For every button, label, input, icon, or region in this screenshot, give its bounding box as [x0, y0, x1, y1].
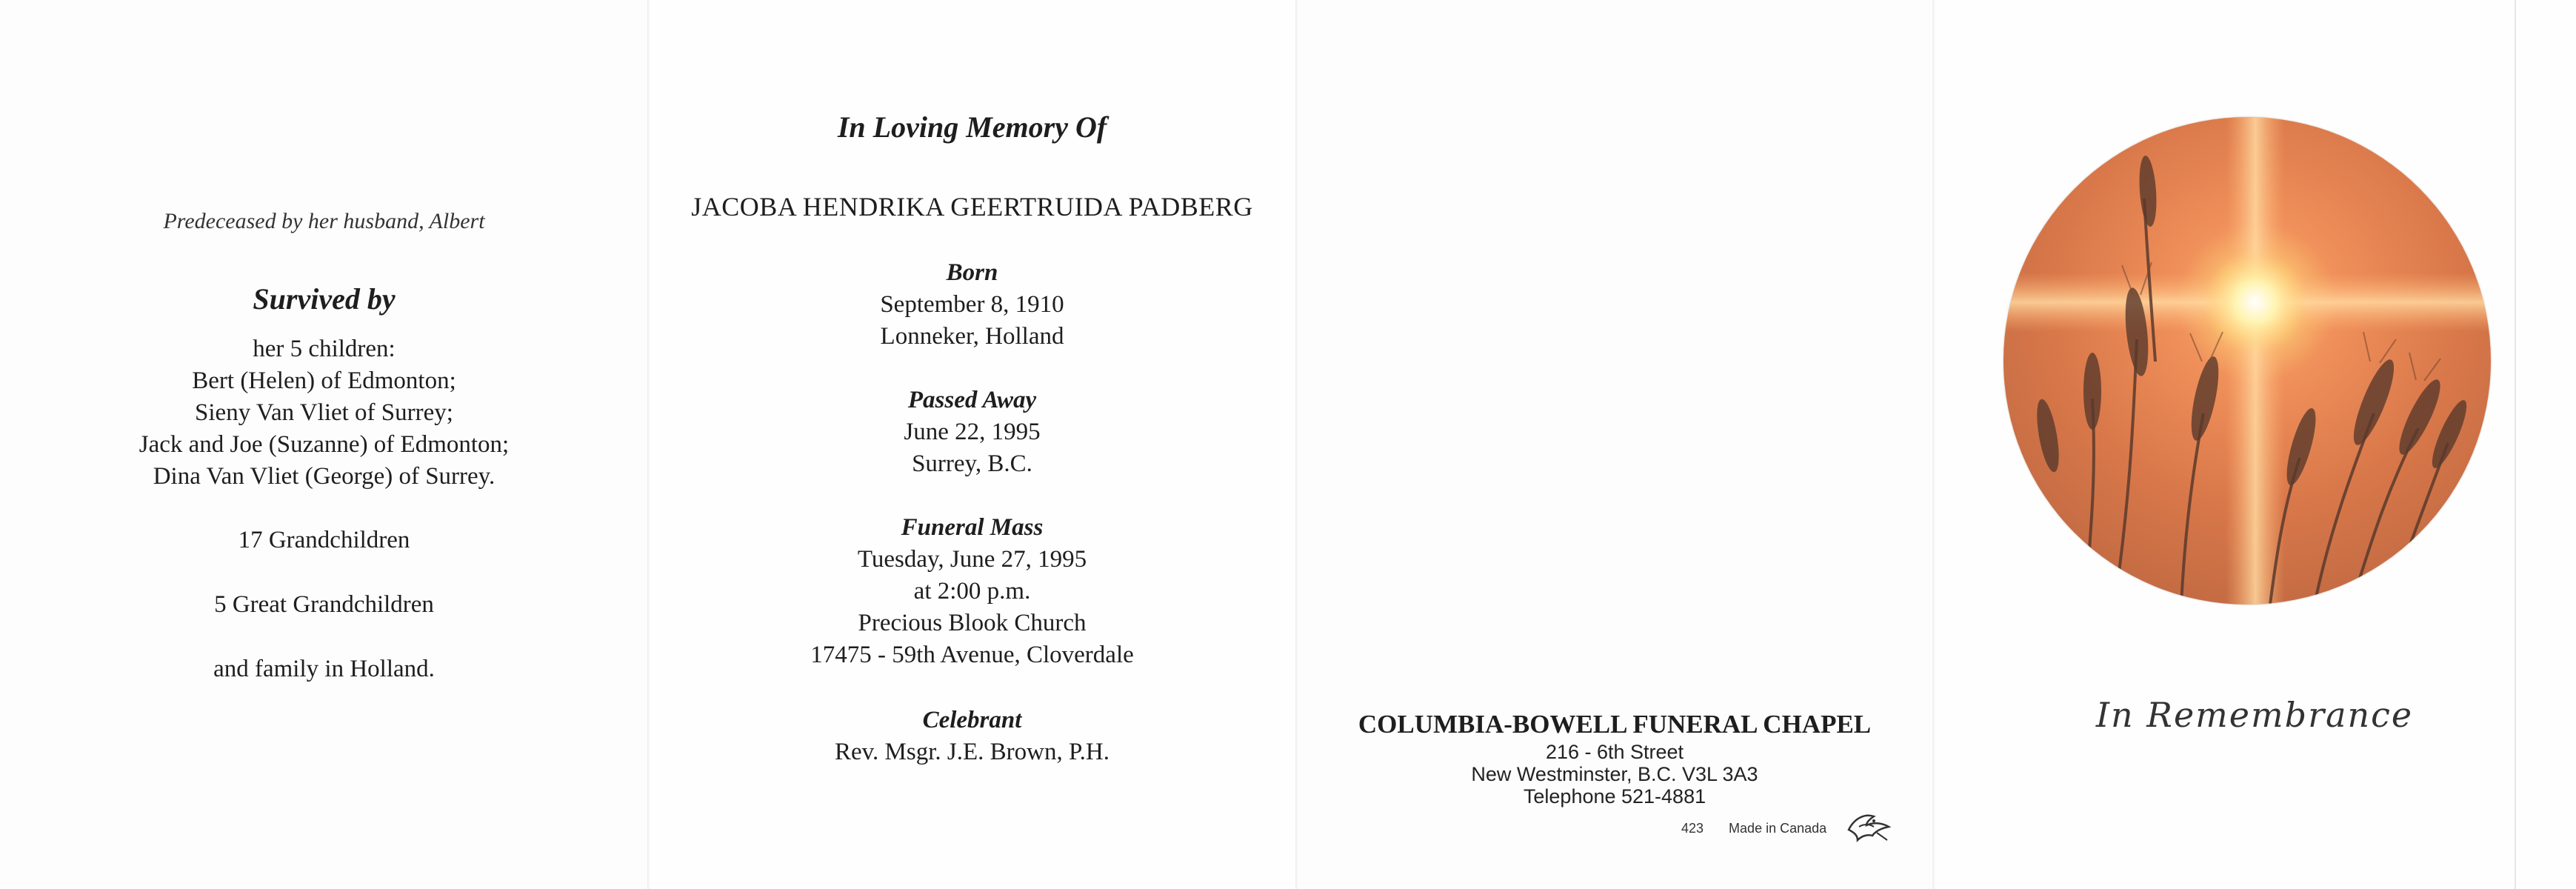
born-place: Lonneker, Holland — [880, 323, 1064, 350]
chapel-name: COLUMBIA-BOWELL FUNERAL CHAPEL — [1358, 710, 1872, 739]
center-inner-panel — [648, 0, 1296, 889]
funeral-address: 17475 - 59th Avenue, Cloverdale — [810, 642, 1134, 668]
passed-details — [648, 416, 1296, 480]
chapel-address — [1296, 741, 1933, 808]
funeral-details — [648, 544, 1296, 671]
funeral-date: Tuesday, June 27, 1995 — [857, 546, 1087, 573]
grandchildren-line: 17 Grandchildren — [238, 527, 410, 553]
born-heading: Born — [946, 259, 998, 286]
deceased-name: JACOBA HENDRIKA GEERTRUIDA PADBERG — [691, 192, 1253, 222]
survivors-list — [0, 333, 648, 493]
chapel-phone: Telephone 521-4881 — [1523, 785, 1706, 808]
eagle-logo-icon — [1844, 808, 1895, 845]
chapel-street: 216 - 6th Street — [1545, 741, 1684, 763]
survivor-line: Sieny Van Vliet of Surrey; — [195, 399, 453, 426]
survivor-line: Dina Van Vliet (George) of Surrey. — [153, 463, 495, 490]
celebrant-name: Rev. Msgr. J.E. Brown, P.H. — [835, 739, 1110, 765]
passed-heading: Passed Away — [907, 387, 1037, 413]
survivor-line: her 5 children: — [253, 336, 396, 362]
funeral-time: at 2:00 p.m. — [913, 578, 1031, 605]
passed-place: Surrey, B.C. — [912, 450, 1032, 477]
item-number: 423 — [1681, 821, 1704, 836]
born-date: September 8, 1910 — [880, 291, 1064, 318]
family-line: and family in Holland. — [213, 656, 435, 682]
back-panel — [1296, 0, 1933, 889]
chapel-city: New Westminster, B.C. V3L 3A3 — [1471, 763, 1758, 785]
memory-title: In Loving Memory Of — [837, 110, 1107, 144]
fold-line — [1295, 0, 1298, 889]
sunset-wheat-image — [2003, 117, 2491, 605]
made-in-canada: Made in Canada — [1729, 821, 1827, 836]
survivor-line: Bert (Helen) of Edmonton; — [192, 367, 456, 394]
funeral-church: Precious Blook Church — [858, 610, 1087, 636]
funeral-heading: Funeral Mass — [901, 514, 1044, 541]
predeceased-line: Predeceased by her husband, Albert — [163, 209, 485, 233]
fold-line — [1932, 0, 1935, 889]
celebrant-heading: Celebrant — [922, 707, 1022, 733]
survivor-line: Jack and Joe (Suzanne) of Edmonton; — [139, 431, 510, 458]
survived-by-heading: Survived by — [253, 282, 396, 316]
great-grandchildren-line: 5 Great Grandchildren — [214, 591, 434, 618]
cover-edge-line — [2515, 0, 2516, 889]
fold-line — [647, 0, 650, 889]
born-details — [648, 289, 1296, 353]
printer-imprint — [1681, 821, 1826, 836]
passed-date: June 22, 1995 — [904, 419, 1041, 445]
remembrance-caption: In Remembrance — [2095, 695, 2414, 735]
sunset-wheat-medallion — [2003, 117, 2491, 605]
left-inner-panel — [0, 0, 648, 889]
